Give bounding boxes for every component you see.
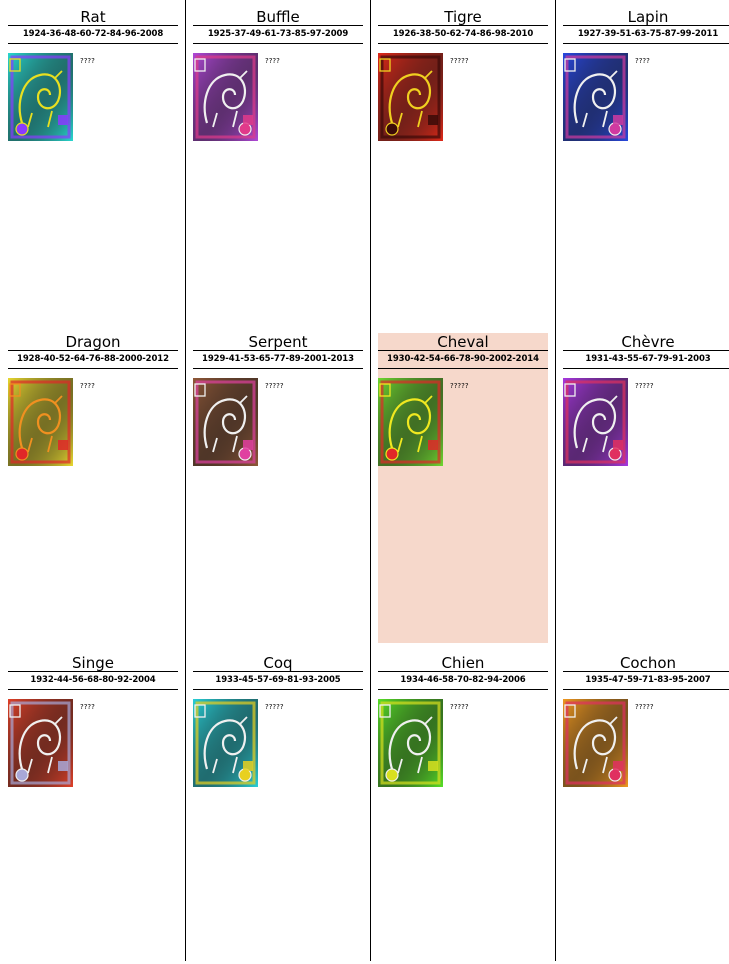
dog-icon[interactable] bbox=[378, 699, 443, 787]
animal-description: ????? bbox=[450, 382, 469, 390]
animal-name: Cochon bbox=[563, 654, 729, 672]
animal-description: ????? bbox=[635, 382, 654, 390]
zodiac-cell-singe bbox=[8, 654, 178, 964]
animal-years: 1929-41-53-65-77-89-2001-2013 bbox=[193, 351, 363, 369]
zodiac-cell-cheval bbox=[378, 333, 548, 643]
animal-description: ????? bbox=[265, 703, 284, 711]
animal-description: ????? bbox=[635, 703, 654, 711]
animal-name: Chien bbox=[378, 654, 548, 672]
animal-years: 1930-42-54-66-78-90-2002-2014 bbox=[378, 351, 548, 369]
animal-years: 1933-45-57-69-81-93-2005 bbox=[193, 672, 363, 690]
zodiac-cell-coq bbox=[193, 654, 363, 964]
zodiac-cell-tigre bbox=[378, 8, 548, 318]
rabbit-icon[interactable] bbox=[563, 53, 628, 141]
animal-years: 1925-37-49-61-73-85-97-2009 bbox=[193, 26, 363, 44]
zodiac-cell-serpent bbox=[193, 333, 363, 643]
animal-name: Coq bbox=[193, 654, 363, 672]
zodiac-cell-dragon bbox=[8, 333, 178, 643]
ox-icon[interactable] bbox=[193, 53, 258, 141]
animal-name: Tigre bbox=[378, 8, 548, 26]
rooster-icon[interactable] bbox=[193, 699, 258, 787]
animal-description: ????? bbox=[450, 703, 469, 711]
animal-years: 1926-38-50-62-74-86-98-2010 bbox=[378, 26, 548, 44]
horse-icon[interactable] bbox=[378, 378, 443, 466]
animal-years: 1927-39-51-63-75-87-99-2011 bbox=[563, 26, 729, 44]
animal-years: 1924-36-48-60-72-84-96-2008 bbox=[8, 26, 178, 44]
animal-name: Serpent bbox=[193, 333, 363, 351]
animal-description: ???? bbox=[80, 57, 95, 65]
rat-icon[interactable] bbox=[8, 53, 73, 141]
animal-years: 1935-47-59-71-83-95-2007 bbox=[563, 672, 729, 690]
dragon-icon[interactable] bbox=[8, 378, 73, 466]
animal-name: Chèvre bbox=[563, 333, 729, 351]
animal-name: Singe bbox=[8, 654, 178, 672]
animal-description: ???? bbox=[80, 703, 95, 711]
column-divider bbox=[185, 0, 186, 961]
monkey-icon[interactable] bbox=[8, 699, 73, 787]
animal-years: 1934-46-58-70-82-94-2006 bbox=[378, 672, 548, 690]
animal-years: 1931-43-55-67-79-91-2003 bbox=[563, 351, 729, 369]
pig-icon[interactable] bbox=[563, 699, 628, 787]
goat-icon[interactable] bbox=[563, 378, 628, 466]
animal-name: Buffle bbox=[193, 8, 363, 26]
animal-name: Dragon bbox=[8, 333, 178, 351]
animal-name: Lapin bbox=[563, 8, 729, 26]
animal-description: ????? bbox=[450, 57, 469, 65]
zodiac-cell-chien bbox=[378, 654, 548, 964]
zodiac-cell-cochon bbox=[563, 654, 729, 964]
animal-description: ???? bbox=[80, 382, 95, 390]
animal-description: ???? bbox=[635, 57, 650, 65]
animal-years: 1928-40-52-64-76-88-2000-2012 bbox=[8, 351, 178, 369]
snake-icon[interactable] bbox=[193, 378, 258, 466]
zodiac-cell-buffle bbox=[193, 8, 363, 318]
animal-description: ????? bbox=[265, 382, 284, 390]
column-divider bbox=[370, 0, 371, 961]
zodiac-cell-lapin bbox=[563, 8, 729, 318]
animal-name: Rat bbox=[8, 8, 178, 26]
tiger-icon[interactable] bbox=[378, 53, 443, 141]
animal-name: Cheval bbox=[378, 333, 548, 351]
animal-years: 1932-44-56-68-80-92-2004 bbox=[8, 672, 178, 690]
zodiac-cell-chvre bbox=[563, 333, 729, 643]
animal-description: ???? bbox=[265, 57, 280, 65]
zodiac-cell-rat bbox=[8, 8, 178, 318]
column-divider bbox=[555, 0, 556, 961]
